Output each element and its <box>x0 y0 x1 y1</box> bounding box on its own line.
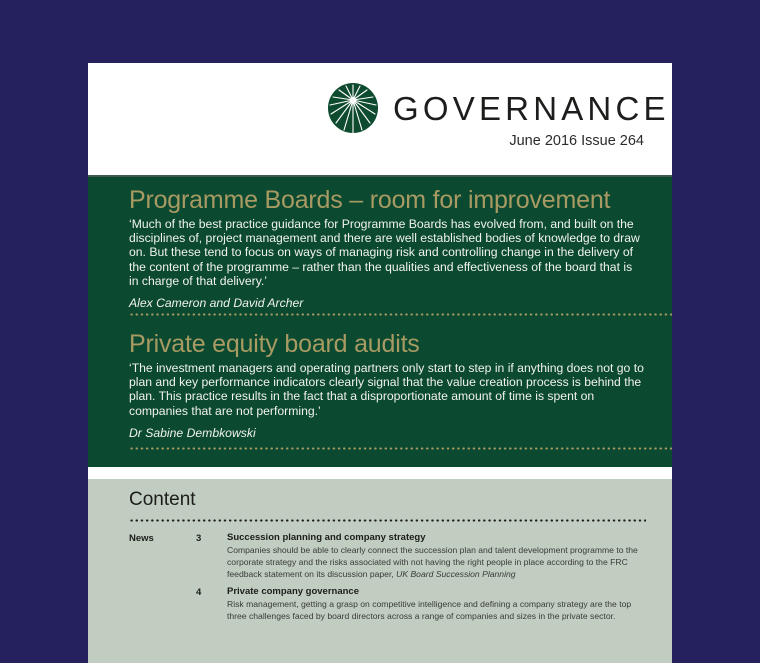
article <box>129 329 672 440</box>
toc-description-text: Companies should be able to clearly connect the succession plan and talent development programme to the corporate strategy and the risks associated with not having the right people in place according to the FRC feedback statement on its discussion paper, <box>227 545 638 579</box>
dotted-divider <box>129 447 672 450</box>
article-quote: ‘The investment managers and operating partners only start to step in if anything does not go to plan and key performance indicators clearly signal that the value creation process is behind the plan. This practice results in the fact that a disproportionate amount of time is spent on companies that are not performing.’ <box>129 361 644 418</box>
toc-description-italic: UK Board Succession Planning <box>396 569 516 579</box>
toc-page-number: 3 <box>196 533 202 544</box>
brand-title: GOVERNANCE <box>393 90 670 127</box>
toc-description: Risk management, getting a grasp on competitive intelligence and defining a company strategy are the top three challenges faced by board directors across a range of companies and sizes in the private sector. <box>227 599 632 621</box>
toc-title[interactable]: Succession planning and company strategy <box>227 532 426 543</box>
contents-panel <box>88 479 672 663</box>
article-headline[interactable]: Private equity board audits <box>129 330 420 358</box>
toc-title[interactable]: Private company governance <box>227 586 359 597</box>
dotted-divider <box>129 519 646 522</box>
article <box>129 185 672 310</box>
article-quote: ‘Much of the best practice guidance for Programme Boards has evolved from, and built on the disciplines of, project management and there are well established bodies of knowledge to draw on. But these tend to focus on ways of managing risk and controlling change in the delivery of the content of the programme – rather than the qualities and effectiveness of the board that is in charge of that delivery.’ <box>129 217 640 288</box>
dotted-divider <box>129 313 672 316</box>
contents-title: Content <box>129 489 196 510</box>
featured-articles-panel <box>88 175 672 467</box>
article-author: Alex Cameron and David Archer <box>129 296 304 311</box>
toc-section-label: News <box>129 533 154 544</box>
sunburst-logo-icon <box>328 83 378 133</box>
issue-date: June 2016 Issue 264 <box>509 133 644 149</box>
toc-body <box>227 532 647 580</box>
article-headline[interactable]: Programme Boards – room for improvement <box>129 186 611 214</box>
toc-description <box>227 544 647 580</box>
masthead <box>88 63 672 175</box>
toc-page-number: 4 <box>196 587 202 598</box>
toc-body <box>227 586 647 622</box>
newsletter-page <box>88 63 672 663</box>
white-band <box>88 467 672 479</box>
article-author: Dr Sabine Dembkowski <box>129 425 256 440</box>
